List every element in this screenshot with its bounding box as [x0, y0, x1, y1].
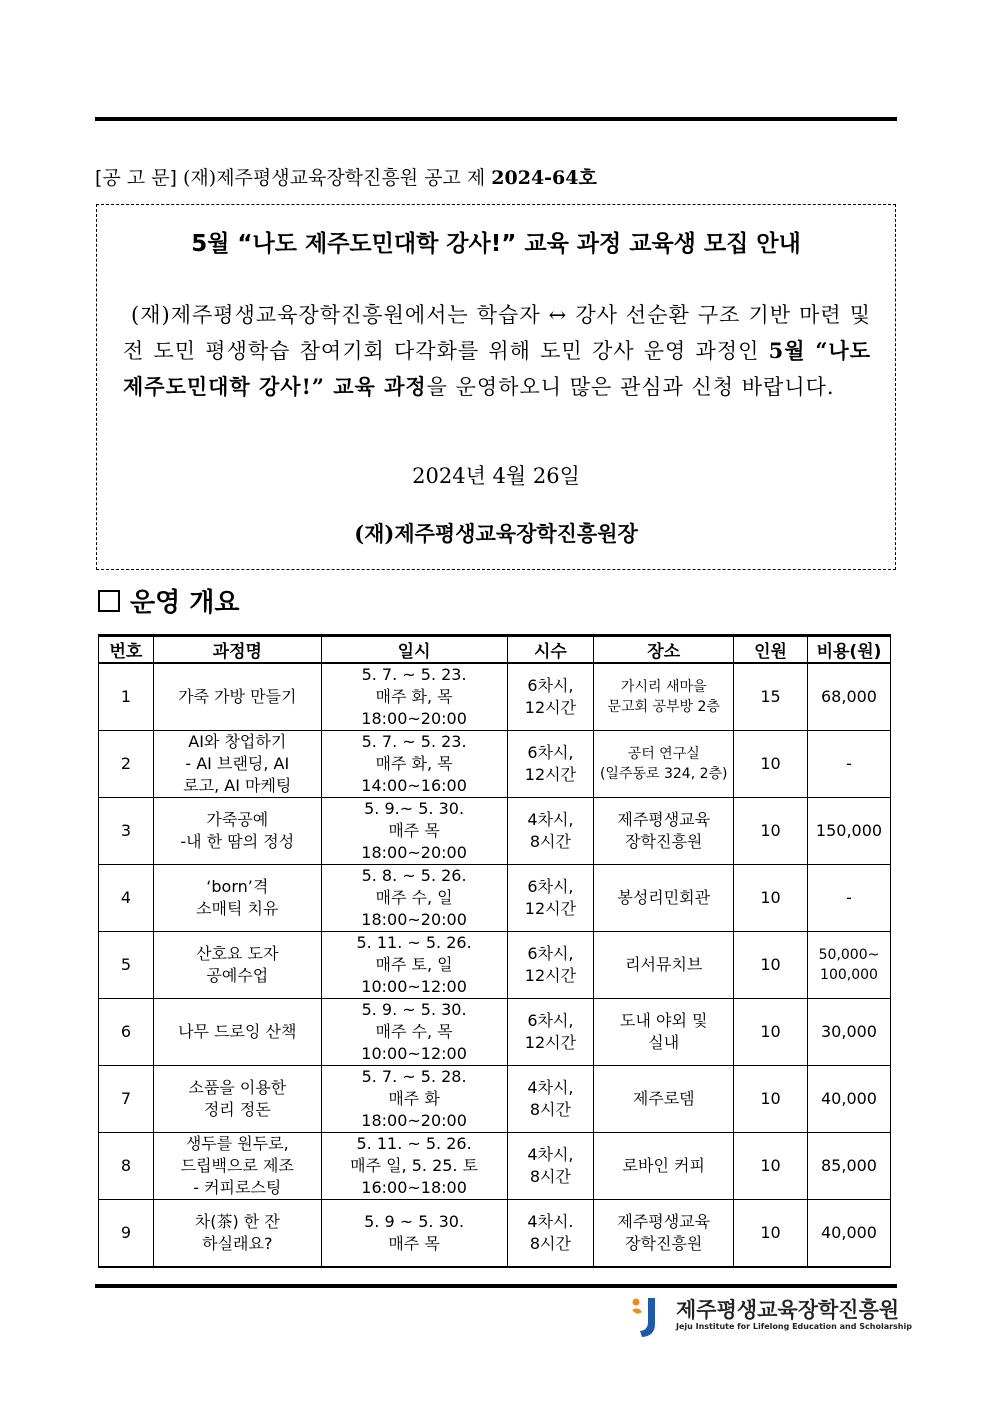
- cell-cost: 30,000: [807, 999, 890, 1066]
- body-part-1: (재)제주평생교육장학진흥원에서는 학습자 ↔ 강사 선순환 구조 기반 마련 및 전 도민 평생학습 참여기회 다각화를 위해 도민 강사 운영 과정인: [123, 303, 871, 363]
- cell-cost: 85,000: [807, 1133, 890, 1200]
- cell-people: 10: [734, 1200, 808, 1267]
- cell-schedule-line: 매주 수, 목: [375, 1022, 453, 1041]
- cell-people: 10: [734, 865, 808, 932]
- notice-tag: [공 고 문]: [95, 167, 177, 189]
- cell-schedule-line: 5. 7. ~ 5. 23.: [361, 732, 467, 751]
- cell-people: 10: [734, 999, 808, 1066]
- table-row: [99, 731, 891, 798]
- cell-place: [594, 1066, 734, 1133]
- cell-place-line: 제주로뎀: [632, 1089, 695, 1108]
- body-part-2: 을 운영하오니 많은 관심과 신청 바랍니다.: [426, 375, 835, 399]
- notice-number: 2024-64호: [491, 167, 597, 189]
- header-cell: 과정명: [153, 636, 321, 664]
- cell-hours-line: 12시간: [524, 765, 577, 784]
- logo-name-ko: 제주평생교육장학진흥원: [676, 1298, 900, 1322]
- cell-cost: 150,000: [807, 798, 890, 865]
- cell-schedule-line: 18:00~20:00: [361, 709, 467, 728]
- cell-place-line: (일주동로 324, 2층): [599, 766, 728, 782]
- cell-schedule-line: 18:00~20:00: [361, 910, 467, 929]
- cell-schedule-line: 18:00~20:00: [361, 843, 467, 862]
- cell-hours: [507, 1066, 594, 1133]
- cell-place: [594, 999, 734, 1066]
- table-row: [99, 999, 891, 1066]
- cell-course: [153, 798, 321, 865]
- cell-hours-line: 6차시,: [527, 743, 574, 762]
- cell-schedule-line: 18:00~20:00: [361, 1111, 467, 1130]
- cell-place: [594, 663, 734, 731]
- table-row: [99, 663, 891, 731]
- cell-course-line: 산호요 도자: [196, 944, 279, 963]
- cell-place-line: 문고회 공부방 2층: [607, 699, 720, 715]
- cell-course-line: 소매틱 치유: [196, 899, 279, 918]
- cell-hours-line: 6차시,: [527, 877, 574, 896]
- cell-hours-line: 4차시,: [527, 810, 574, 829]
- cell-course-line: 정리 정돈: [203, 1100, 271, 1119]
- cell-course-line: 소품을 이용한: [188, 1078, 287, 1097]
- cell-place-line: 로바인 커피: [622, 1156, 705, 1175]
- header-cell: 일시: [321, 636, 507, 664]
- cell-schedule-line: 매주 수, 일: [375, 888, 453, 907]
- cell-schedule: [321, 865, 507, 932]
- cell-cost: 40,000: [807, 1200, 890, 1267]
- cell-people: 10: [734, 1066, 808, 1133]
- cell-schedule-line: 매주 화: [388, 1089, 440, 1108]
- cell-schedule: [321, 999, 507, 1066]
- table-row: [99, 1066, 891, 1133]
- cell-place: [594, 1133, 734, 1200]
- cell-place-line: 공터 연구실: [627, 746, 700, 762]
- cell-cost: -: [807, 865, 890, 932]
- cell-cost: -: [807, 731, 890, 798]
- cell-course: [153, 1133, 321, 1200]
- cell-course-line: 공예수업: [206, 966, 269, 985]
- cell-course: [153, 932, 321, 999]
- cell-hours-line: 4차시.: [527, 1211, 574, 1231]
- cell-place-line: 실내: [648, 1033, 680, 1052]
- cell-course-line: - AI 브랜딩, AI: [185, 754, 290, 773]
- table-row: [99, 1200, 891, 1267]
- cell-schedule: [321, 932, 507, 999]
- cell-no: 9: [99, 1200, 154, 1267]
- cell-schedule-line: 매주 목: [388, 1233, 440, 1253]
- notice-line: [95, 163, 597, 190]
- cell-schedule: [321, 1133, 507, 1200]
- cell-schedule-line: 5. 11. ~ 5. 26.: [356, 933, 472, 952]
- header-cell: 인원: [734, 636, 808, 664]
- cell-course: [153, 663, 321, 731]
- institute-logo-mark-icon: [628, 1294, 664, 1340]
- cell-hours-line: 12시간: [524, 698, 577, 717]
- cell-hours: [507, 1133, 594, 1200]
- cell-no: 1: [99, 663, 154, 731]
- cell-hours-line: 6차시,: [527, 1011, 574, 1030]
- cell-course: [153, 1066, 321, 1133]
- cell-cost-line: 100,000: [820, 967, 878, 983]
- cell-place-line: 제주평생교육: [617, 1211, 711, 1231]
- cell-schedule-line: 10:00~12:00: [361, 977, 467, 996]
- header-cell: 장소: [594, 636, 734, 664]
- cell-course-line: - 커피로스팅: [193, 1178, 282, 1197]
- cell-hours-line: 12시간: [524, 1033, 577, 1052]
- section-title: 운영 개요: [130, 588, 240, 618]
- cell-hours-line: 4차시,: [527, 1078, 574, 1097]
- cell-place-line: 도내 야외 및: [620, 1011, 708, 1030]
- cell-hours-line: 8시간: [529, 1100, 571, 1119]
- cell-hours-line: 6차시,: [527, 944, 574, 963]
- cell-people: 10: [734, 932, 808, 999]
- announcement-date: 2024년 4월 26일: [412, 464, 580, 488]
- cell-hours: [507, 731, 594, 798]
- cell-course-line: 나무 드로잉 산책: [178, 1022, 297, 1041]
- bottom-rule: [95, 1284, 897, 1288]
- cell-schedule-line: 매주 일, 5. 25. 토: [350, 1156, 479, 1175]
- table-row: [99, 865, 891, 932]
- cell-course: [153, 1200, 321, 1267]
- cell-schedule-line: 5. 11. ~ 5. 26.: [356, 1134, 472, 1153]
- cell-hours: [507, 798, 594, 865]
- cell-no: 7: [99, 1066, 154, 1133]
- cell-course: [153, 999, 321, 1066]
- cell-place: [594, 798, 734, 865]
- cell-cost-line: 50,000~: [818, 947, 880, 963]
- cell-course-line: 생두를 원두로,: [185, 1134, 289, 1153]
- top-rule: [95, 117, 897, 121]
- table-header-row: [99, 636, 891, 664]
- cell-course: [153, 731, 321, 798]
- cell-schedule: [321, 663, 507, 731]
- cell-no: 3: [99, 798, 154, 865]
- cell-place-line: 가시리 새마을: [620, 679, 707, 695]
- cell-schedule: [321, 1066, 507, 1133]
- header-cell: 번호: [99, 636, 154, 664]
- cell-hours-line: 8시간: [529, 1233, 571, 1253]
- cell-hours: [507, 865, 594, 932]
- cell-course-line: 드립백으로 제조: [180, 1156, 294, 1175]
- course-table: [98, 634, 891, 1268]
- cell-course: [153, 865, 321, 932]
- cell-no: 6: [99, 999, 154, 1066]
- cell-place: [594, 1200, 734, 1267]
- cell-no: 5: [99, 932, 154, 999]
- cell-course-line: 차(茶) 한 잔: [194, 1211, 280, 1231]
- cell-schedule-line: 10:00~12:00: [361, 1044, 467, 1063]
- checkbox-square-icon: [98, 590, 120, 612]
- cell-place-line: 장학진흥원: [625, 1233, 703, 1253]
- cell-schedule-line: 5. 7. ~ 5. 28.: [361, 1067, 467, 1086]
- announcement-title: 5월 “나도 제주도민대학 강사!” 교육 과정 교육생 모집 안내: [191, 231, 801, 257]
- cell-place-line: 제주평생교육: [617, 810, 711, 829]
- cell-schedule: [321, 731, 507, 798]
- cell-hours-line: 8시간: [529, 832, 571, 851]
- cell-schedule-line: 5. 9.~ 5. 30.: [364, 799, 465, 818]
- cell-no: 2: [99, 731, 154, 798]
- cell-course-line: AI와 창업하기: [188, 732, 287, 751]
- table-row: [99, 798, 891, 865]
- table-row: [99, 932, 891, 999]
- cell-cost: 68,000: [807, 663, 890, 731]
- cell-cost: [807, 932, 890, 999]
- cell-schedule-line: 16:00~18:00: [361, 1178, 467, 1197]
- cell-schedule-line: 5. 7. ~ 5. 23.: [361, 665, 467, 684]
- cell-people: 10: [734, 1133, 808, 1200]
- cell-people: 10: [734, 798, 808, 865]
- cell-schedule-line: 매주 토, 일: [375, 955, 453, 974]
- cell-course-line: 가죽공예: [206, 810, 269, 829]
- logo-name-en: Jeju Institute for Lifelong Education and Scholarship: [676, 1322, 912, 1331]
- cell-place: [594, 865, 734, 932]
- cell-hours-line: 4차시,: [527, 1145, 574, 1164]
- cell-place: [594, 731, 734, 798]
- cell-people: 15: [734, 663, 808, 731]
- cell-no: 4: [99, 865, 154, 932]
- cell-schedule-line: 5. 8. ~ 5. 26.: [361, 866, 467, 885]
- cell-schedule-line: 14:00~16:00: [361, 776, 467, 795]
- cell-hours-line: 12시간: [524, 966, 577, 985]
- cell-hours: [507, 999, 594, 1066]
- body-bold: 5월 “나도 제주도민대학 강사!” 교육 과정: [123, 338, 871, 399]
- table-row: [99, 1133, 891, 1200]
- cell-place-line: 봉성리민회관: [617, 888, 711, 907]
- cell-no: 8: [99, 1133, 154, 1200]
- section-heading: [98, 582, 240, 619]
- cell-place-line: 장학진흥원: [625, 832, 703, 851]
- cell-hours: [507, 1200, 594, 1267]
- cell-schedule: [321, 798, 507, 865]
- issuer: (재)제주평생교육장학진흥원장: [354, 521, 638, 546]
- cell-course-line: 로고, AI 마케팅: [183, 776, 292, 795]
- cell-cost: 40,000: [807, 1066, 890, 1133]
- notice-org: (재)제주평생교육장학진흥원 공고 제: [183, 167, 486, 189]
- cell-course-line: 하실래요?: [202, 1233, 273, 1253]
- cell-hours-line: 6차시,: [527, 676, 574, 695]
- cell-hours-line: 8시간: [529, 1167, 571, 1186]
- cell-place-line: 리서뮤치브: [625, 955, 703, 974]
- cell-schedule: [321, 1200, 507, 1267]
- cell-hours: [507, 663, 594, 731]
- cell-schedule-line: 매주 화, 목: [375, 687, 453, 706]
- cell-place: [594, 932, 734, 999]
- cell-hours-line: 12시간: [524, 899, 577, 918]
- announcement-body: [123, 298, 871, 405]
- header-cell: 시수: [507, 636, 594, 664]
- cell-schedule-line: 5. 9. ~ 5. 30.: [361, 1000, 467, 1019]
- cell-course-line: ‘born’격: [206, 877, 269, 896]
- header-cell: 비용(원): [807, 636, 890, 664]
- cell-hours: [507, 932, 594, 999]
- cell-course-line: -내 한 땀의 정성: [180, 832, 295, 851]
- cell-schedule-line: 5. 9 ~ 5. 30.: [364, 1211, 465, 1231]
- cell-people: 10: [734, 731, 808, 798]
- cell-course-line: 가죽 가방 만들기: [178, 687, 297, 706]
- cell-schedule-line: 매주 목: [388, 821, 440, 840]
- cell-schedule-line: 매주 화, 목: [375, 754, 453, 773]
